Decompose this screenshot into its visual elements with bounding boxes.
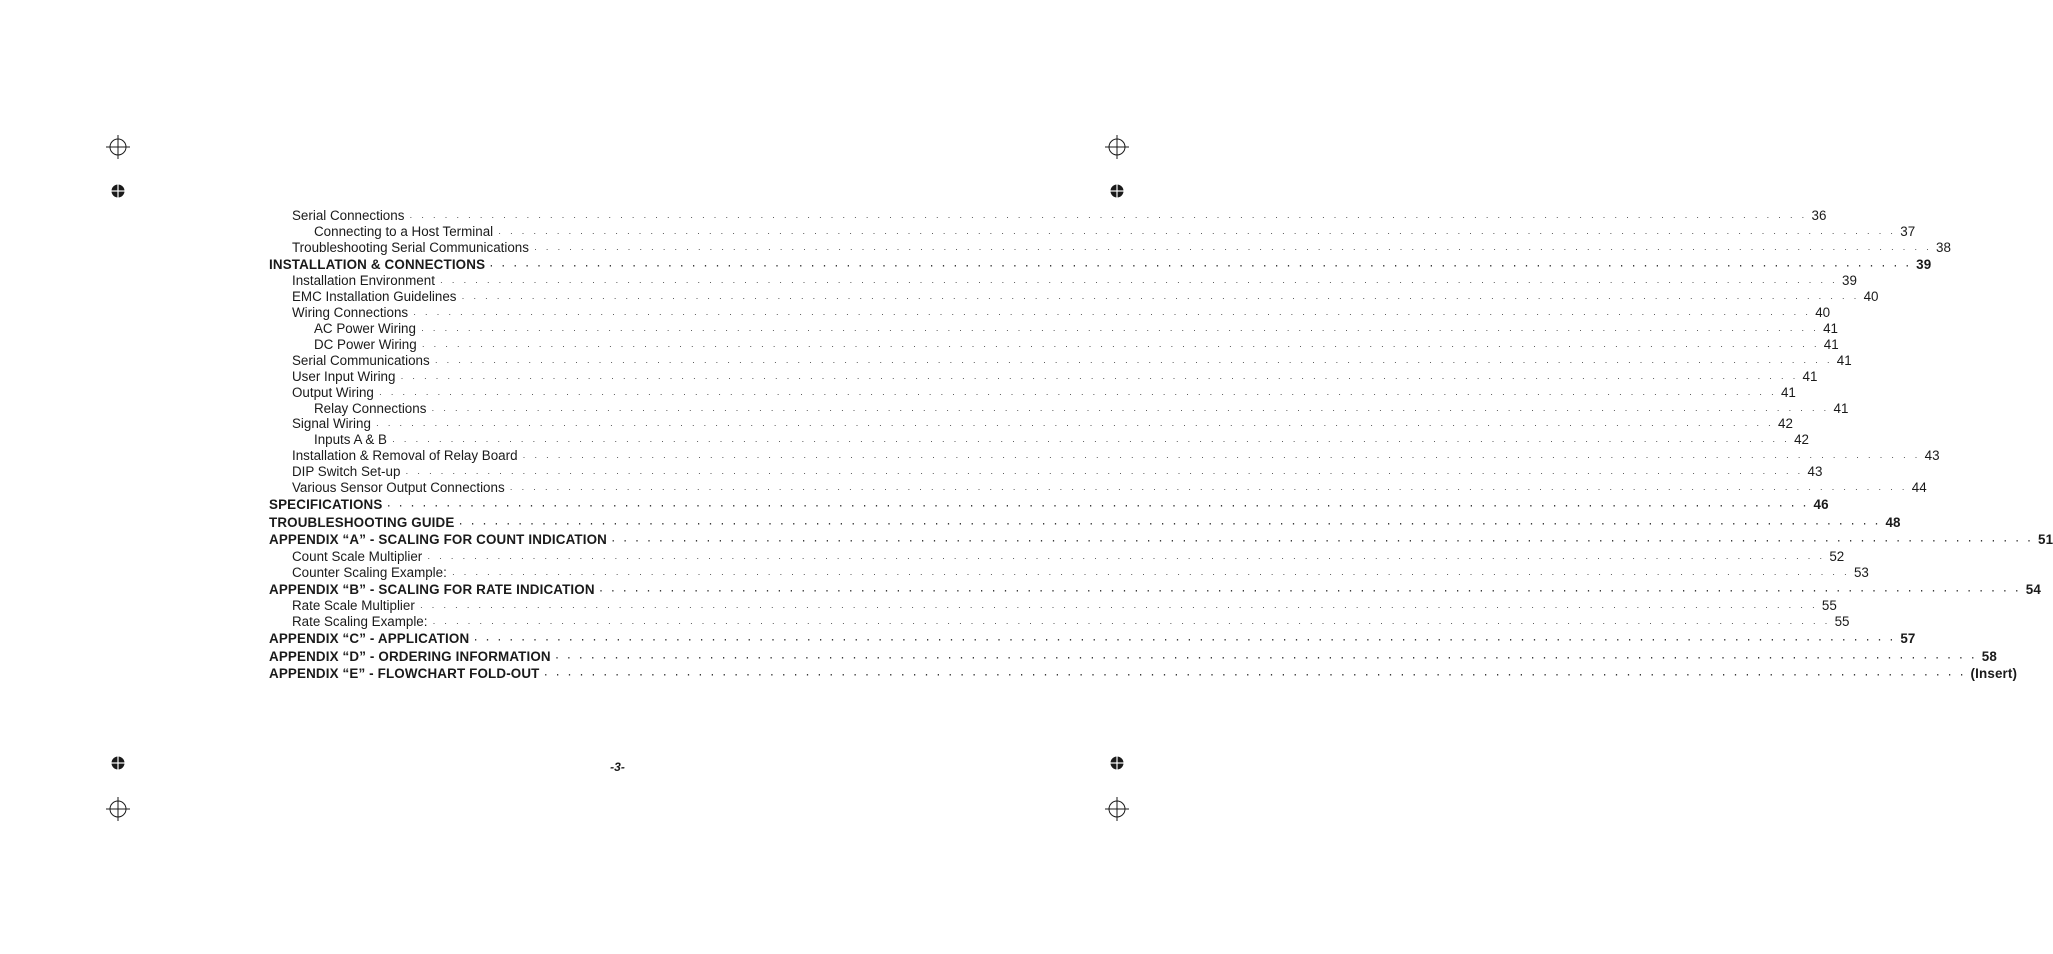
- toc-entry[interactable]: [269, 581, 2041, 600]
- toc-entry-page: 58: [1981, 648, 1997, 664]
- toc-leader-dots: · · · · · · · · · · · · · · · · · · · · · · · · · · · · · · · · · · · · · · · · · · · · · · · · · · · · · · · · · · · · · · · · · · · · · · · · · · · · · · · · · · · · · · · · · · · · · · · · · · · · · · · · · · · · · · · · · · · · · · · ·: [375, 420, 1774, 431]
- toc-entry-title: Output Wiring: [292, 384, 374, 400]
- toc-entry[interactable]: [269, 432, 1809, 449]
- toc-entry-page: 41: [1780, 384, 1796, 400]
- toc-leader-dots: · · · · · · · · · · · · · · · · · · · · · · · · · · · · · · · · · · · · · · · · · · · · · · · · · · · · · · · · · · · · · · · · · · · · · · · · · · · · · · · · · · · · · · · · · · · · · · · · · · · · · · · · · · · · · · · · · · · · · · · ·: [413, 309, 1812, 320]
- toc-entry[interactable]: [269, 208, 1827, 225]
- registration-dot-icon: [111, 184, 125, 198]
- toc-leader-dots: · · · · · · · · · · · · · · · · · · · · · · · · · · · · · · · · · · · · · · · · · · · · · · · · · · · · · · · · · · · · · · · · · · · · · · · · · · · · · · · · · · · · · · · · · · · · · · · · · · · · · · · · · · · · · · · · · · · · · · · ·: [378, 388, 1777, 399]
- toc-entry-page: 48: [1885, 514, 1901, 530]
- toc-entry[interactable]: [269, 321, 1838, 338]
- toc-entry[interactable]: [269, 497, 1829, 515]
- page-number: -3-: [610, 760, 625, 774]
- toc-leader-dots: · · · · · · · · · · · · · · · · · · · · · · · · · · · · · · · · · · · · · · · · · · · · · · · · · · · · · · · · · · · · · · · · · · · · · · · · · · · · · · · · · · · · · · · · · · · · · · · · · · · · · · · · · · · · · · · · · · · · · · · ·: [612, 536, 2035, 547]
- toc-entry-page: 52: [1829, 548, 1845, 564]
- toc-entry-page: 42: [1778, 416, 1793, 432]
- toc-entry[interactable]: [269, 631, 1916, 649]
- toc-entry[interactable]: [269, 666, 2018, 684]
- toc-entry-title: Counter Scaling Example:: [292, 564, 447, 580]
- toc-entry-title: Wiring Connections: [292, 305, 409, 321]
- toc-entry-page: 40: [1815, 305, 1831, 321]
- toc-leader-dots: · · · · · · · · · · · · · · · · · · · · · · · · · · · · · · · · · · · · · · · · · · · · · · · · · · · · · · · · · · · · · · · · · · · · · · · · · · · · · · · · · · · · · · · · · · · · · · · · · · · · · · · · · · · · · · · · · · · · · · · ·: [459, 518, 1882, 529]
- toc-entry-page: 54: [2025, 581, 2041, 597]
- toc-entry-title: Connecting to a Host Terminal: [314, 223, 494, 239]
- toc-entry-title: TROUBLESHOOTING GUIDE: [269, 514, 455, 530]
- toc-leader-dots: · · · · · · · · · · · · · · · · · · · · · · · · · · · · · · · · · · · · · · · · · · · · · · · · · · · · · · · · · · · · · · · · · · · · · · · · · · · · · · · · · · · · · · · · · · · · · · · · · · · · · · · · · · · · · · · · · · · · · · · ·: [432, 618, 1831, 629]
- toc-leader-dots: · · · · · · · · · · · · · · · · · · · · · · · · · · · · · · · · · · · · · · · · · · · · · · · · · · · · · · · · · · · · · · · · · · · · · · · · · · · · · · · · · · · · · · · · · · · · · · · · · · · · · · · · · · · · · · · · · · · · · · · ·: [421, 340, 1820, 351]
- toc-entry-title: AC Power Wiring: [314, 321, 416, 337]
- toc-entry-title: APPENDIX “D” - ORDERING INFORMATION: [269, 648, 551, 664]
- toc-entry-page: 41: [1823, 321, 1838, 337]
- toc-entry-page: 55: [1834, 614, 1850, 630]
- toc-entry-page: 41: [1833, 400, 1849, 416]
- toc-entry-page: 36: [1811, 208, 1827, 223]
- toc-leader-dots: · · · · · · · · · · · · · · · · · · · · · · · · · · · · · · · · · · · · · · · · · · · · · · · · · · · · · · · · · · · · · · · · · · · · · · · · · · · · · · · · · · · · · · · · · · · · · · · · · · · · · · · · · · · · · · · · · · · · · · · ·: [434, 356, 1833, 367]
- registration-crosshair-icon: [1105, 135, 1129, 159]
- toc-entry-title: EMC Installation Guidelines: [292, 289, 457, 305]
- toc-entry[interactable]: [269, 256, 1932, 275]
- toc-entry-page: 39: [1842, 273, 1857, 289]
- toc-entry-page: 57: [1900, 631, 1916, 646]
- toc-entry-page: 39: [1916, 256, 1932, 272]
- toc-leader-dots: · · · · · · · · · · · · · · · · · · · · · · · · · · · · · · · · · · · · · · · · · · · · · · · · · · · · · · · · · · · · · · · · · · · · · · · · · · · · · · · · · · · · · · · · · · · · · · · · · · · · · · · · · · · · · · · · · · · · · · · ·: [419, 602, 1818, 613]
- toc-entry-page: 55: [1821, 598, 1837, 614]
- toc-leader-dots: · · · · · · · · · · · · · · · · · · · · · · · · · · · · · · · · · · · · · · · · · · · · · · · · · · · · · · · · · · · · · · · · · · · · · · · · · · · · · · · · · · · · · · · · · · · · · · · · · · · · · · · · · · · · · · · · · · · · · · · ·: [420, 325, 1820, 336]
- toc-entry-title: INSTALLATION & CONNECTIONS: [269, 256, 486, 272]
- toc-entry-title: APPENDIX “A” - SCALING FOR COUNT INDICATION: [269, 532, 607, 548]
- toc-entry[interactable]: [269, 598, 1837, 615]
- toc-leader-dots: · · · · · · · · · · · · · · · · · · · · · · · · · · · · · · · · · · · · · · · · · · · · · · · · · · · · · · · · · · · · · · · · · · · · · · · · · · · · · · · · · · · · · · · · · · · · · · · · · · · · · · · · · · · · · · · · · · · · · · · ·: [427, 552, 1826, 563]
- toc-entry-title: Serial Connections: [292, 208, 405, 223]
- toc-entry-page: 40: [1863, 289, 1879, 305]
- toc-entry[interactable]: [269, 514, 1901, 533]
- toc-leader-dots: · · · · · · · · · · · · · · · · · · · · · · · · · · · · · · · · · · · · · · · · · · · · · · · · · · · · · · · · · · · · · · · · · · · · · · · · · · · · · · · · · · · · · · · · · · · · · · · · · · · · · · · · · · · · · · · · · · · · · · · ·: [409, 212, 1808, 222]
- toc-leader-dots: · · · · · · · · · · · · · · · · · · · · · · · · · · · · · · · · · · · · · · · · · · · · · · · · · · · · · · · · · · · · · · · · · · · · · · · · · · · · · · · · · · · · · · · · · · · · · · · · · · · · · · · · · · · · · · · · · · · · · · · ·: [533, 243, 1933, 254]
- toc-entry[interactable]: [269, 289, 1879, 306]
- toc-entry[interactable]: [269, 548, 1845, 566]
- toc-leader-dots: · · · · · · · · · · · · · · · · · · · · · · · · · · · · · · · · · · · · · · · · · · · · · · · · · · · · · · · · · · · · · · · · · · · · · · · · · · · · · · · · · · · · · · · · · · · · · · · · · · · · · · · · · · · · · · · · · · · · · · · ·: [391, 436, 1791, 447]
- toc-entry-title: Various Sensor Output Connections: [292, 480, 505, 496]
- toc-entry[interactable]: [269, 532, 2053, 550]
- table-of-contents: [269, 208, 2053, 684]
- toc-entry-title: APPENDIX “B” - SCALING FOR RATE INDICATION: [269, 581, 595, 597]
- toc-entry-page: 44: [1911, 480, 1927, 496]
- registration-crosshair-icon: [106, 135, 130, 159]
- toc-entry[interactable]: [269, 368, 1818, 386]
- toc-entry[interactable]: [269, 648, 1997, 667]
- toc-entry[interactable]: [269, 480, 1927, 497]
- toc-entry-title: Rate Scale Multiplier: [292, 598, 415, 614]
- toc-entry-title: Rate Scaling Example:: [292, 614, 428, 630]
- toc-leader-dots: · · · · · · · · · · · · · · · · · · · · · · · · · · · · · · · · · · · · · · · · · · · · · · · · · · · · · · · · · · · · · · · · · · · · · · · · · · · · · · · · · · · · · · · · · · · · · · · · · · · · · · · · · · · · · · · · · · · · · · · ·: [490, 260, 1913, 271]
- toc-entry-page: 41: [1802, 368, 1818, 384]
- toc-entry-page: 43: [1924, 448, 1940, 464]
- toc-entry-page: 43: [1807, 464, 1823, 480]
- toc-leader-dots: · · · · · · · · · · · · · · · · · · · · · · · · · · · · · · · · · · · · · · · · · · · · · · · · · · · · · · · · · · · · · · · · · · · · · · · · · · · · · · · · · · · · · · · · · · · · · · · · · · · · · · · · · · · · · · · · · · · · · · · ·: [509, 484, 1908, 495]
- toc-leader-dots: · · · · · · · · · · · · · · · · · · · · · · · · · · · · · · · · · · · · · · · · · · · · · · · · · · · · · · · · · · · · · · · · · · · · · · · · · · · · · · · · · · · · · · · · · · · · · · · · · · · · · · · · · · · · · · · · · · · · · · · ·: [522, 452, 1921, 463]
- toc-entry-title: Installation & Removal of Relay Board: [292, 448, 518, 464]
- toc-entry[interactable]: [269, 305, 1831, 322]
- toc-leader-dots: · · · · · · · · · · · · · · · · · · · · · · · · · · · · · · · · · · · · · · · · · · · · · · · · · · · · · · · · · · · · · · · · · · · · · · · · · · · · · · · · · · · · · · · · · · · · · · · · · · · · · · · · · · · · · · · · · · · · · · · ·: [405, 468, 1804, 479]
- toc-entry-page: 38: [1936, 239, 1951, 255]
- registration-crosshair-icon: [106, 797, 130, 821]
- toc-entry-title: Inputs A & B: [314, 432, 387, 448]
- toc-entry-title: Installation Environment: [292, 273, 435, 289]
- toc-entry-page: 41: [1836, 352, 1852, 368]
- toc-entry-title: DC Power Wiring: [314, 336, 417, 352]
- toc-entry-page: 42: [1794, 432, 1809, 448]
- toc-entry-page: 51: [2038, 532, 2053, 548]
- toc-entry[interactable]: [269, 239, 1951, 257]
- toc-entry[interactable]: [269, 223, 1916, 241]
- toc-entry-page: 37: [1900, 223, 1916, 239]
- toc-leader-dots: · · · · · · · · · · · · · · · · · · · · · · · · · · · · · · · · · · · · · · · · · · · · · · · · · · · · · · · · · · · · · · · · · · · · · · · · · · · · · · · · · · · · · · · · · · · · · · · · · · · · · · · · · · · · · · · · · · · · · · · ·: [498, 227, 1897, 238]
- toc-entry-title: SPECIFICATIONS: [269, 497, 383, 512]
- toc-entry-page: 46: [1813, 497, 1829, 512]
- toc-leader-dots: · · · · · · · · · · · · · · · · · · · · · · · · · · · · · · · · · · · · · · · · · · · · · · · · · · · · · · · · · · · · · · · · · · · · · · · · · · · · · · · · · · · · · · · · · · · · · · · · · · · · · · · · · · · · · · · · · · · · · · · ·: [599, 585, 2022, 596]
- toc-entry-title: Serial Communications: [292, 352, 430, 368]
- toc-leader-dots: · · · · · · · · · · · · · · · · · · · · · · · · · · · · · · · · · · · · · · · · · · · · · · · · · · · · · · · · · · · · · · · · · · · · · · · · · · · · · · · · · · · · · · · · · · · · · · · · · · · · · · · · · · · · · · · · · · · · · · · ·: [474, 635, 1897, 645]
- toc-entry[interactable]: [269, 614, 1850, 631]
- toc-leader-dots: · · · · · · · · · · · · · · · · · · · · · · · · · · · · · · · · · · · · · · · · · · · · · · · · · · · · · · · · · · · · · · · · · · · · · · · · · · · · · · · · · · · · · · · · · · · · · · · · · · · · · · · · · · · · · · · · · · · · · · · ·: [461, 293, 1860, 304]
- toc-leader-dots: · · · · · · · · · · · · · · · · · · · · · · · · · · · · · · · · · · · · · · · · · · · · · · · · · · · · · · · · · · · · · · · · · · · · · · · · · · · · · · · · · · · · · · · · · · · · · · · · · · · · · · · · · · · · · · · · · · · · · · · ·: [387, 501, 1810, 511]
- registration-dot-icon: [1110, 184, 1124, 198]
- toc-entry-title: Troubleshooting Serial Communications: [292, 239, 529, 255]
- toc-entry[interactable]: [269, 564, 1869, 582]
- toc-entry[interactable]: [269, 273, 1857, 290]
- toc-leader-dots: · · · · · · · · · · · · · · · · · · · · · · · · · · · · · · · · · · · · · · · · · · · · · · · · · · · · · · · · · · · · · · · · · · · · · · · · · · · · · · · · · · · · · · · · · · · · · · · · · · · · · · · · · · · · · · · · · · · · · · · ·: [431, 404, 1830, 415]
- toc-entry-title: APPENDIX “E” - FLOWCHART FOLD-OUT: [269, 666, 540, 682]
- toc-leader-dots: · · · · · · · · · · · · · · · · · · · · · · · · · · · · · · · · · · · · · · · · · · · · · · · · · · · · · · · · · · · · · · · · · · · · · · · · · · · · · · · · · · · · · · · · · · · · · · · · · · · · · · · · · · · · · · · · · · · · · · · ·: [555, 652, 1978, 663]
- toc-entry-title: Relay Connections: [314, 400, 427, 416]
- toc-leader-dots: · · · · · · · · · · · · · · · · · · · · · · · · · · · · · · · · · · · · · · · · · · · · · · · · · · · · · · · · · · · · · · · · · · · · · · · · · · · · · · · · · · · · · · · · · · · · · · · · · · · · · · · · · · · · · · · · · · · · · · · ·: [439, 277, 1839, 288]
- toc-entry-page: 53: [1853, 564, 1869, 580]
- toc-entry-title: APPENDIX “C” - APPLICATION: [269, 631, 470, 646]
- toc-entry[interactable]: [269, 352, 1852, 370]
- toc-leader-dots: · · · · · · · · · · · · · · · · · · · · · · · · · · · · · · · · · · · · · · · · · · · · · · · · · · · · · · · · · · · · · · · · · · · · · · · · · · · · · · · · · · · · · · · · · · · · · · · · · · · · · · · · · · · · · · · · · · · · · · · ·: [400, 372, 1799, 383]
- toc-entry[interactable]: [269, 448, 1940, 465]
- toc-entry-title: Signal Wiring: [292, 416, 371, 432]
- toc-entry[interactable]: [269, 336, 1839, 354]
- toc-entry[interactable]: [269, 384, 1796, 402]
- toc-leader-dots: · · · · · · · · · · · · · · · · · · · · · · · · · · · · · · · · · · · · · · · · · · · · · · · · · · · · · · · · · · · · · · · · · · · · · · · · · · · · · · · · · · · · · · · · · · · · · · · · · · · · · · · · · · · · · · · · · · · · · · · ·: [451, 568, 1850, 579]
- toc-entry-page: 41: [1823, 336, 1839, 352]
- toc-entry-page: (Insert): [1970, 666, 2018, 682]
- registration-crosshair-icon: [1105, 797, 1129, 821]
- toc-entry[interactable]: [269, 416, 1793, 433]
- toc-entry-title: DIP Switch Set-up: [292, 464, 401, 480]
- toc-leader-dots: · · · · · · · · · · · · · · · · · · · · · · · · · · · · · · · · · · · · · · · · · · · · · · · · · · · · · · · · · · · · · · · · · · · · · · · · · · · · · · · · · · · · · · · · · · · · · · · · · · · · · · · · · · · · · · · · · · · · · · · ·: [544, 670, 1967, 681]
- toc-entry-title: User Input Wiring: [292, 368, 396, 384]
- toc-entry[interactable]: [269, 464, 1823, 481]
- toc-entry-title: Count Scale Multiplier: [292, 548, 423, 564]
- toc-entry[interactable]: [269, 400, 1849, 418]
